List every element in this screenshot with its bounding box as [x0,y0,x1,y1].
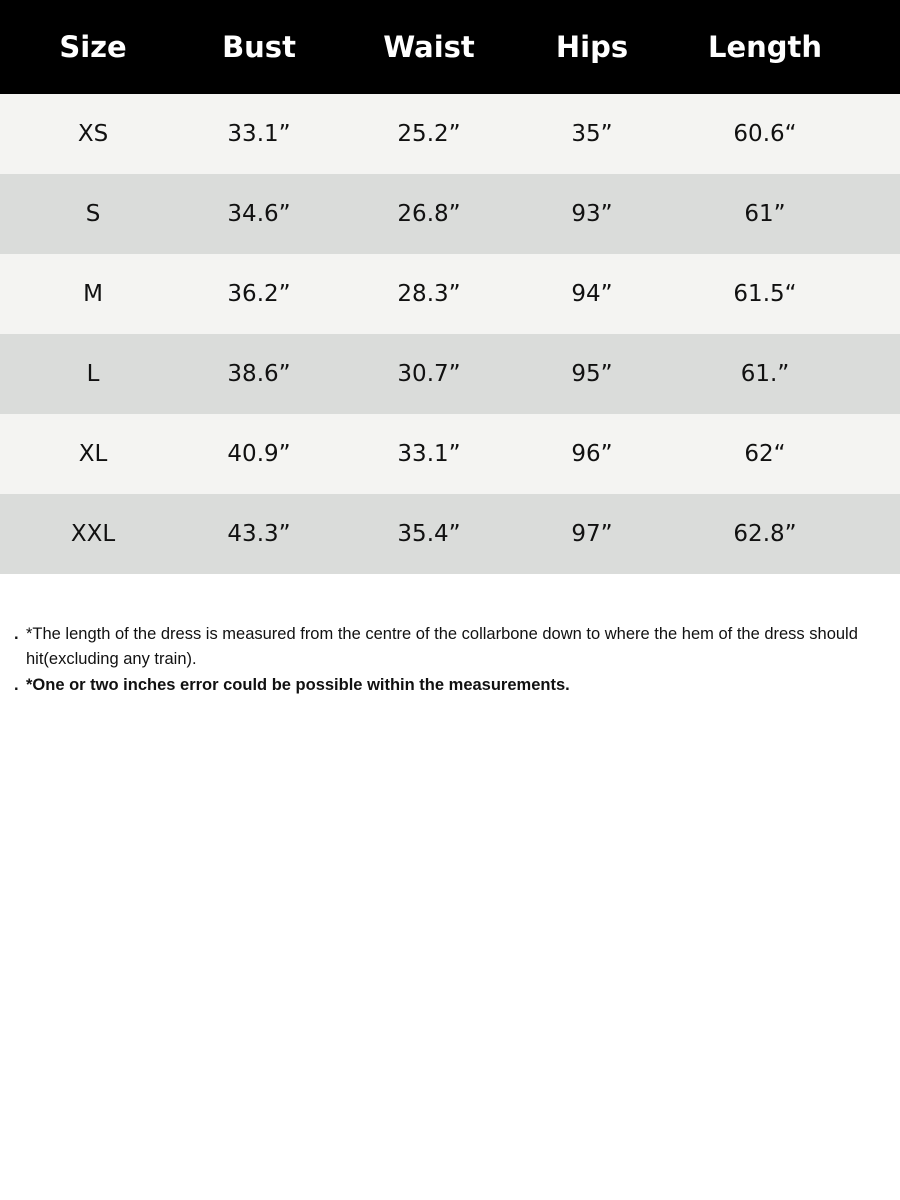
bust-cell: 34.6” [227,201,291,227]
length-cell: 60.6“ [733,121,797,147]
waist-cell: 35.4” [397,521,461,547]
note-error-margin [14,673,884,698]
size-cell: S [85,201,101,227]
header-length: Length [707,30,823,64]
length-cell: 61.” [740,361,790,387]
hips-cell: 93” [571,201,613,227]
note-text: *The length of the dress is measured from the centre of the collarbone down to where the hem of the dress should hit(excluding any train). [26,625,858,668]
waist-cell: 25.2” [397,121,461,147]
header-waist: Waist [383,30,475,64]
length-cell: 62.8” [733,521,797,547]
table-row [0,94,900,174]
length-cell: 62“ [744,441,786,467]
hips-cell: 95” [571,361,613,387]
waist-cell: 28.3” [397,281,461,307]
size-cell: XL [78,441,108,467]
bust-cell: 36.2” [227,281,291,307]
table-row [0,414,900,494]
note-text: *One or two inches error could be possible within the measurements. [26,676,570,694]
hips-cell: 97” [571,521,613,547]
bust-cell: 40.9” [227,441,291,467]
bullet-marker: . [14,676,19,694]
bust-cell: 33.1” [227,121,291,147]
size-chart-table [0,0,900,574]
size-cell: XXL [70,521,116,547]
hips-cell: 96” [571,441,613,467]
note-length-measurement [14,622,884,672]
table-header-row [0,0,900,94]
header-size: Size [59,30,127,64]
bust-cell: 43.3” [227,521,291,547]
size-cell: M [83,281,103,307]
waist-cell: 26.8” [397,201,461,227]
table-row [0,254,900,334]
table-row [0,174,900,254]
measurement-notes [14,622,884,699]
header-hips: Hips [555,30,629,64]
length-cell: 61.5“ [733,281,797,307]
table-row [0,494,900,574]
length-cell: 61” [744,201,786,227]
hips-cell: 94” [571,281,613,307]
waist-cell: 30.7” [397,361,461,387]
size-cell: L [86,361,100,387]
bullet-marker: . [14,625,19,643]
waist-cell: 33.1” [397,441,461,467]
header-bust: Bust [222,30,296,64]
bust-cell: 38.6” [227,361,291,387]
hips-cell: 35” [571,121,613,147]
table-row [0,334,900,414]
size-cell: XS [77,121,109,147]
